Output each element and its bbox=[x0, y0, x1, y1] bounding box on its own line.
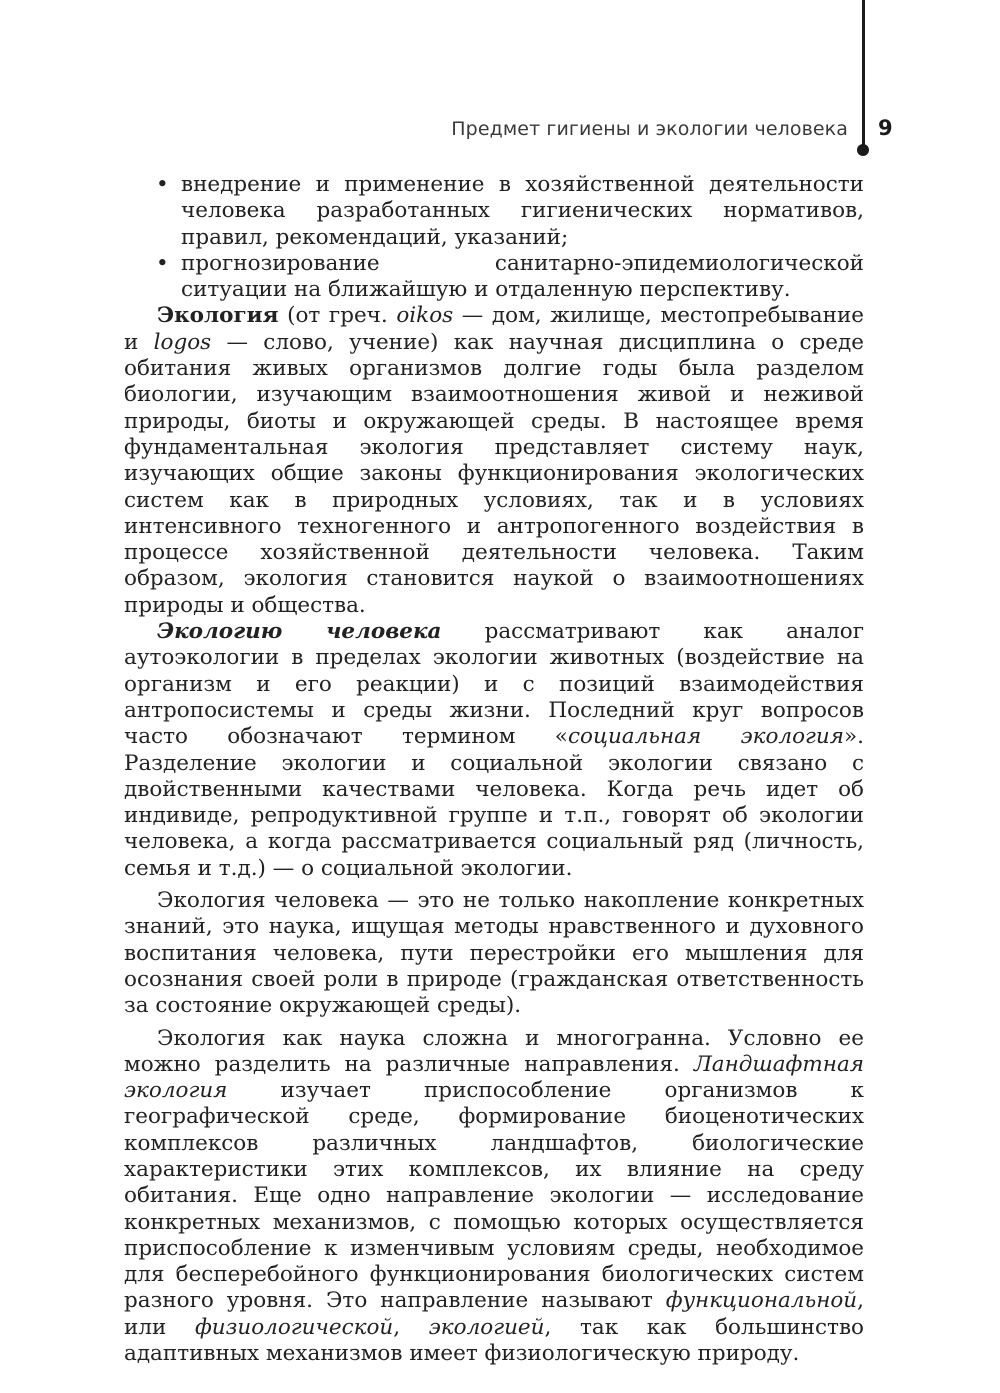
bullet-icon bbox=[156, 172, 169, 198]
paragraph-text: , bbox=[393, 1314, 429, 1340]
term-social-ecology: социальная экология bbox=[567, 724, 844, 750]
bullet-list bbox=[124, 172, 864, 303]
bullet-item bbox=[124, 172, 864, 251]
paragraph-ecology-directions bbox=[124, 1026, 864, 1368]
word-oikos: oikos bbox=[396, 303, 454, 329]
paragraph-text: — слово, учение) как научная дисциплина о среде обитания живых организмов долгие годы была разделом биологии, изучающим взаимоотношения живой и неживой природы, биоты и окружающей среды. В настоящее время фундаментальная экология представляет систему наук, изучающих общие законы функционирования экологических систем как в природных условиях, так и в условиях интенсивного техногенного и антропогенного воздействия в процессе хозяйственной деятельности человека. Таким образом, экология становится наукой о взаимоотношениях природы и общества. bbox=[124, 329, 864, 618]
bullet-icon bbox=[156, 251, 169, 277]
paragraph-human-ecology bbox=[124, 619, 864, 882]
term-human-ecology: Экологию человека bbox=[157, 619, 442, 645]
paragraph-text: , так как большинство адаптивных механизмов имеет физиологическую природу. bbox=[124, 1314, 864, 1367]
body-text bbox=[124, 172, 864, 1367]
bullet-item bbox=[124, 251, 864, 304]
header-dot bbox=[857, 144, 869, 156]
paragraph-text: , или bbox=[124, 1288, 864, 1340]
word-logos: logos bbox=[153, 329, 212, 355]
paragraph-text: рассматривают как аналог аутоэкологии в пределах экологии животных (воздействие на организм и его реакции) и с позиций взаимодействия антропосистемы и среды жизни. Последний круг вопросов часто обозначают термином « bbox=[124, 619, 865, 750]
paragraph-human-ecology-science: Экология человека — это не только накопление конкретных знаний, это наука, ищущая методы нравственного и духовного воспитания человека, пути перестройки его мышления для осознания своей роли в природе (гражданская ответственность за состояние окружающей среды). bbox=[124, 888, 864, 1019]
term-ecology: Экология bbox=[157, 303, 279, 329]
paragraph-text: ». Разделение экологии и социальной экологии связано с двойственными качествами человека. Когда речь идет об индивиде, репродуктивной группе и т.п., говорят об экологии человека, а когда рассматривается социальный ряд (личность, семья и т.д.) — о социальной экологии. bbox=[124, 724, 864, 881]
running-head: Предмет гигиены и экологии человека bbox=[451, 118, 848, 140]
paragraph-text: Экология как наука сложна и многогранна. Условно ее можно разделить на различные направления. bbox=[124, 1025, 864, 1077]
term-physiological: физиологической bbox=[194, 1314, 394, 1340]
paragraph-text: (от греч. bbox=[278, 303, 397, 329]
header-rule bbox=[862, 0, 865, 148]
term-ecology-italic: экологией bbox=[428, 1314, 545, 1340]
page-number: 9 bbox=[878, 116, 893, 140]
term-landscape-ecology: Ландшафтная экология bbox=[124, 1051, 864, 1104]
bullet-text: прогнозирование санитарно-эпидемиологической ситуации на ближайшую и отдаленную перспективу. bbox=[181, 250, 864, 303]
bullet-text: внедрение и применение в хозяйственной деятельности человека разработанных гигиенических нормативов, правил, рекомендаций, указаний; bbox=[181, 172, 864, 250]
paragraph-text: изучает приспособление организмов к географической среде, формирование биоценотических комплексов различных ландшафтов, биологические характеристики этих комплексов, их влияние на среду обитания. Еще одно направление экологии — исследование конкретных механизмов, с помощью которых осуществляется приспособление к изменчивым условиям среды, необходимое для бесперебойного функционирования биологических систем разного уровня. Это направление называют bbox=[124, 1078, 864, 1314]
term-functional: функциональной bbox=[665, 1288, 858, 1314]
paragraph-text: — дом, жилище, местопребывание и bbox=[124, 303, 864, 355]
paragraph-ecology-definition bbox=[124, 303, 864, 619]
